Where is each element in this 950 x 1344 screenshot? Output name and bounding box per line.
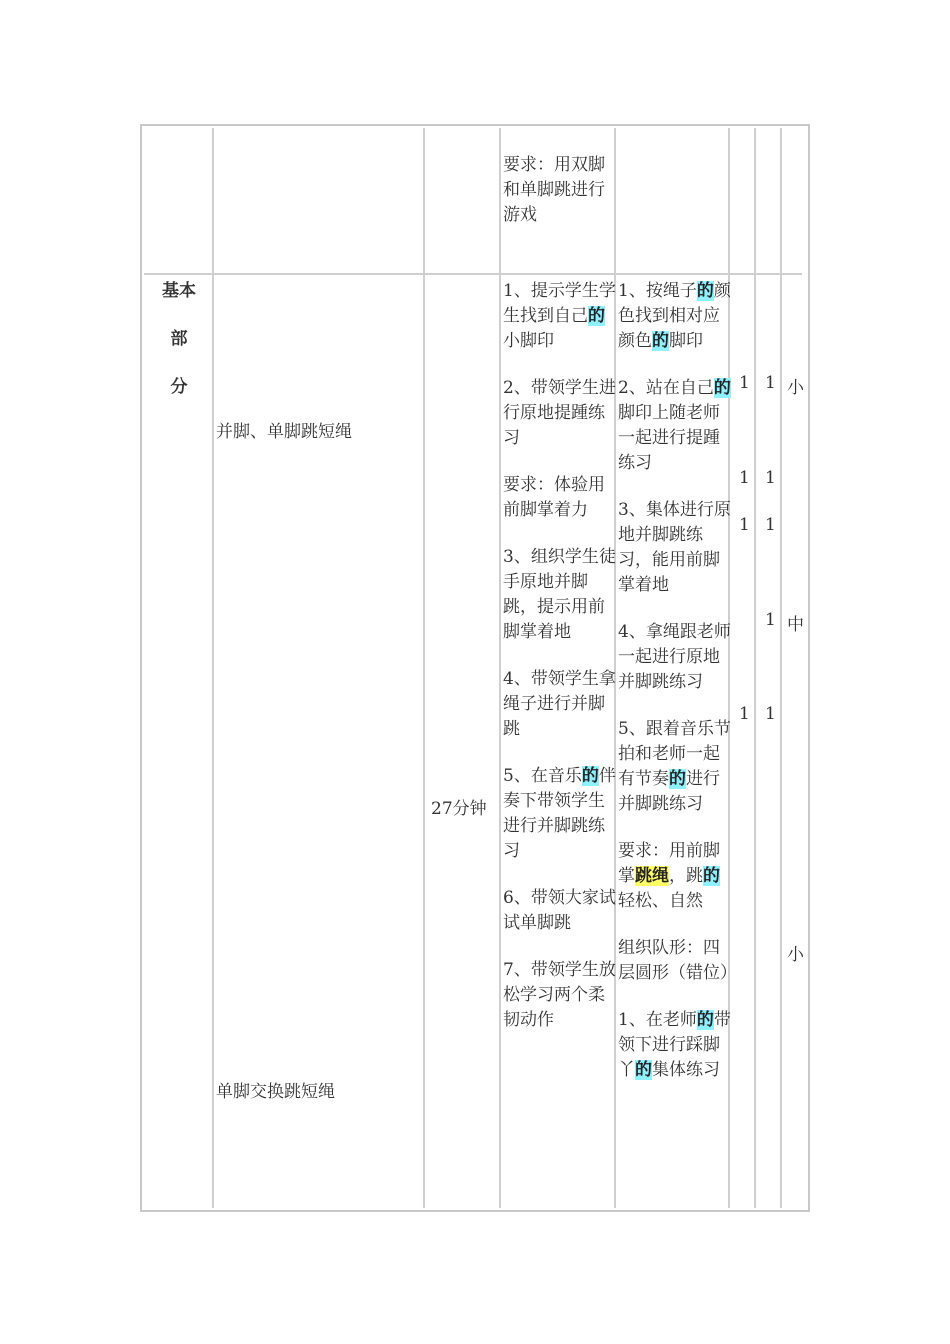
section-label bbox=[146, 267, 212, 411]
col-a-value: 1 bbox=[739, 468, 750, 488]
duration: 27分钟 bbox=[431, 799, 487, 819]
student-step-5: 5、跟着音乐节拍和老师一起有节奏的进行并脚跳练习 bbox=[618, 719, 731, 814]
student-formation: 组织队形：四层圆形（错位） bbox=[618, 938, 737, 983]
teacher-step-5: 5、在音乐的伴奏下带领学生进行并脚跳练习 bbox=[503, 766, 616, 861]
teacher-step-2: 2、带领学生进行原地提踵练习 bbox=[503, 378, 616, 448]
content-item-1: 并脚、单脚跳短绳 bbox=[216, 422, 352, 442]
grid-line bbox=[212, 128, 214, 1208]
col-c-value: 小 bbox=[787, 378, 804, 398]
col-a-value: 1 bbox=[739, 373, 750, 393]
teacher-step-1: 1、提示学生学生找到自己的小脚印 bbox=[503, 281, 616, 351]
teacher-activities bbox=[503, 279, 616, 1055]
col-b-value: 1 bbox=[765, 704, 776, 724]
student-requirement: 要求：用前脚掌跳绳，跳的轻松、自然 bbox=[618, 841, 720, 911]
teacher-step-6: 6、带领大家试试单脚跳 bbox=[503, 888, 616, 933]
row-divider bbox=[144, 273, 802, 275]
section-label-line2: 部 bbox=[170, 329, 188, 349]
student-step-2: 2、站在自己的脚印上随老师一起进行提踵练习 bbox=[618, 378, 731, 473]
teacher-step-4: 4、带领学生拿绳子进行并脚跳 bbox=[503, 669, 616, 739]
grid-line bbox=[423, 128, 425, 1208]
grid-line bbox=[754, 128, 756, 1208]
col-b-value: 1 bbox=[765, 515, 776, 535]
grid-line bbox=[499, 128, 501, 1208]
grid-line bbox=[780, 128, 782, 1208]
student-step-1: 1、按绳子的颜色找到相对应颜色的脚印 bbox=[618, 281, 731, 351]
col-a-value: 1 bbox=[739, 704, 750, 724]
col-a-value: 1 bbox=[739, 515, 750, 535]
section-label-line1: 基本 bbox=[162, 281, 196, 301]
student-step-3: 3、集体进行原地并脚跳练习，能用前脚掌着地 bbox=[618, 500, 731, 595]
teacher-requirement: 要求：体验用前脚掌着力 bbox=[503, 475, 605, 520]
top-row-requirement: 要求：用双脚和单脚跳进行游戏 bbox=[503, 155, 605, 225]
teacher-step-3: 3、组织学生徒手原地并脚跳，提示用前脚掌着地 bbox=[503, 547, 616, 642]
student-step-6: 1、在老师的带领下进行踩脚丫的集体练习 bbox=[618, 1010, 731, 1080]
col-b-value: 1 bbox=[765, 373, 776, 393]
col-b-value: 1 bbox=[765, 468, 776, 488]
teacher-step-7: 7、带领学生放松学习两个柔韧动作 bbox=[503, 960, 616, 1030]
col-c-value: 小 bbox=[787, 945, 804, 965]
col-c-value: 中 bbox=[787, 615, 804, 635]
content-item-2: 单脚交换跳短绳 bbox=[216, 1082, 335, 1102]
section-label-line3: 分 bbox=[170, 377, 188, 397]
student-activities bbox=[618, 279, 737, 1105]
student-step-4: 4、拿绳跟老师一起进行原地并脚跳练习 bbox=[618, 622, 731, 692]
col-b-value: 1 bbox=[765, 610, 776, 630]
